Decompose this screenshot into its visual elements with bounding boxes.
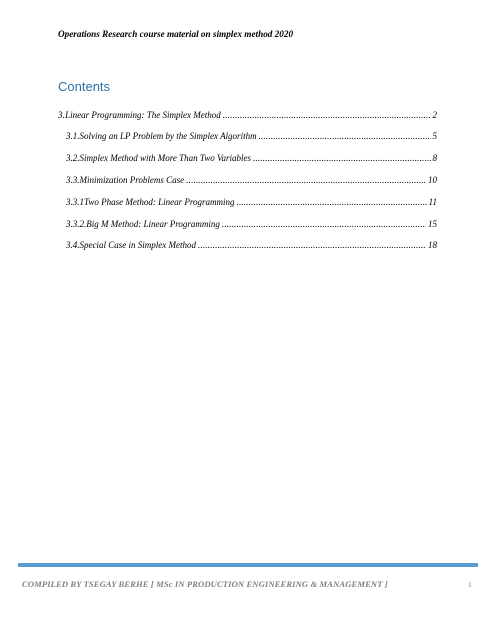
toc-entry-number: 3.3. [66,175,80,185]
toc-entry-leader [222,219,426,229]
page-header: Operations Research course material on simplex method 2020 [58,29,294,39]
toc-entry-title: Solving an LP Problem by the Simplex Algorithm [79,131,257,141]
toc-entry-title: Minimization Problems Case [79,175,185,185]
toc-entry-title: Special Case in Simplex Method [79,240,196,250]
toc-entry-title: Two Phase Method: Linear Programming [84,197,235,207]
toc-entry[interactable] [66,219,437,229]
toc-entry[interactable] [58,110,437,120]
toc-entry[interactable] [66,131,437,141]
footer-divider [18,563,478,567]
toc-entry-page: 5 [432,131,437,141]
toc-entry-title: Simplex Method with More Than Two Variables [79,153,251,163]
toc-entry-page: 18 [428,240,437,250]
toc-entry-page: 8 [432,153,437,163]
toc-entry-leader [237,197,427,207]
toc-entry-number: 3.3.2. [66,219,87,229]
page-number: 1 [468,580,472,589]
toc-entry[interactable] [66,153,437,163]
toc-entry-number: 3.2. [66,153,80,163]
toc-entry[interactable] [66,197,437,207]
toc-entry-page: 10 [428,175,437,185]
toc-entry[interactable] [66,175,437,185]
toc-entry-leader [259,131,431,141]
toc-entry-page: 11 [428,197,437,207]
toc-entry-leader [186,175,426,185]
toc-entry-number: 3. [58,110,65,120]
toc-entry-title: Linear Programming: The Simplex Method [65,110,221,120]
toc-entry-number: 3.3.1 [66,197,84,207]
toc-entry-leader [253,153,431,163]
toc-entry-number: 3.4. [66,240,80,250]
toc-entry-page: 2 [432,110,437,120]
toc-entry[interactable] [66,240,437,250]
toc-entry-page: 15 [428,219,437,229]
footer-credit: COMPILED BY TSEGAY BERHE [ MSc IN PRODUCTION ENGINEERING & MANAGEMENT ] [22,579,388,589]
toc-entry-number: 3.1. [66,131,80,141]
toc-entry-leader [198,240,426,250]
contents-heading: Contents [58,79,111,94]
toc-entry-title: Big M Method: Linear Programming [86,219,220,229]
toc-entry-leader [223,110,431,120]
